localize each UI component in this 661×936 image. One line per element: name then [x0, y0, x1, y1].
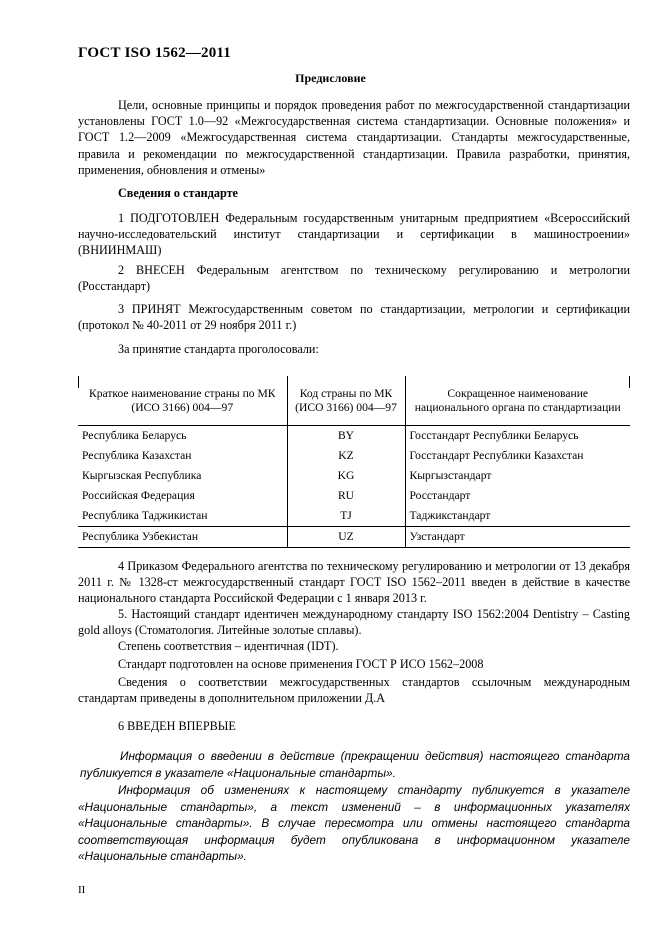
- body-cell: Кыргызстандарт: [409, 469, 492, 482]
- table-row: [78, 426, 630, 447]
- table-row: [78, 466, 630, 486]
- body-cell: Госстандарт Республики Беларусь: [409, 429, 579, 442]
- item-1: 1 ПОДГОТОВЛЕН Федеральным государственным унитарным предприятием «Всероссийский научно-исследовательский институт стандартизации и сертификации в машиностроении» (ВНИИНМАШ): [78, 211, 630, 258]
- item-5: 5. Настоящий стандарт идентичен международному стандарту ISO 1562:2004 Dentistry – Casting gold alloys (Стоматология. Литейные золотые сплавы).: [78, 607, 630, 638]
- prepared-line: Стандарт подготовлен на основе применения ГОСТ Р ИСО 1562–2008: [118, 657, 484, 671]
- info-heading: Сведения о стандарте: [118, 186, 238, 200]
- voting-table: [78, 376, 630, 548]
- body-cell: Госстандарт Республики Казахстан: [409, 449, 584, 462]
- notice-changes: Информация об изменениях к настоящему стандарту публикуется в указателе «Национальные стандарты», а текст изменений – в информационных указателях «Национальные стандарты». В случае пересмотра или отмены настоящего стандарта соответствующая информация будет опубликована в информационном указателе «Национальные стандарты».: [78, 783, 630, 864]
- item-6: 6 ВВЕДЕН ВПЕРВЫЕ: [118, 719, 236, 733]
- references-note: Сведения о соответствии межгосударственных стандартов ссылочным международным стандартам приведены в дополнительном приложении Д.А: [78, 675, 630, 706]
- code-cell: KG: [287, 466, 405, 486]
- degree-line: Степень соответствия – идентичная (IDT).: [118, 639, 339, 653]
- table-row: [78, 506, 630, 527]
- table-header-country: Краткое наименование страны по МК (ИСО 3166) 004—97: [78, 376, 287, 426]
- table-row: [78, 446, 630, 466]
- foreword-title: Предисловие: [295, 71, 366, 85]
- country-cell: Республика Таджикистан: [78, 506, 287, 527]
- body-cell: Таджикстандарт: [409, 509, 491, 522]
- country-cell: Российская Федерация: [78, 486, 287, 506]
- code-cell: UZ: [287, 527, 405, 548]
- body-cell: Узстандарт: [405, 527, 630, 548]
- country-cell: Кыргызская Республика: [78, 466, 287, 486]
- item-4: 4 Приказом Федерального агентства по техническому регулированию и метрологии от 13 декабря 2011 г. № 1328-ст межгосударственный стандарт ГОСТ ISO 1562–2011 введен в действие в качестве национального стандарта Российской Федерации с 1 января 2013 г.: [78, 559, 630, 606]
- body-cell: Росстандарт: [409, 489, 471, 502]
- foreword-text: Цели, основные принципы и порядок проведения работ по межгосударственной стандартизации установлены ГОСТ 1.0—92 «Межгосударственная система стандартизации. Основные положения» и ГОСТ 1.2—2009 «Межгосударственная система стандартизации. Стандарты межгосударственные, правила и рекомендации по межгосударственной стандартизации. Правила разработки, принятия, применения, обновления и отмены»: [78, 98, 630, 177]
- country-cell: Республика Беларусь: [78, 426, 287, 447]
- code-cell: TJ: [287, 506, 405, 527]
- country-cell: Республика Узбекистан: [78, 527, 287, 548]
- code-cell: RU: [287, 486, 405, 506]
- voted-line: За принятие стандарта проголосовали:: [118, 342, 319, 356]
- table-header-code: Код страны по МК (ИСО 3166) 004—97: [287, 376, 405, 426]
- country-cell: Республика Казахстан: [78, 446, 287, 466]
- code-cell: KZ: [287, 446, 405, 466]
- page-number: II: [78, 884, 86, 896]
- item-2: 2 ВНЕСЕН Федеральным агентством по техническому регулированию и метрологии (Росстандарт): [78, 263, 630, 294]
- notice-introduction: Информация о введении в действие (прекращении действия) настоящего стандарта публикуется в указателе «Национальные стандарты».: [80, 749, 630, 780]
- table-header-body: Сокращенное наименование национального органа по стандартизации: [405, 376, 630, 426]
- document-header: ГОСТ ISO 1562—2011: [78, 45, 231, 61]
- item-3: 3 ПРИНЯТ Межгосударственным советом по стандартизации, метрологии и сертификации (протокол № 40-2011 от 29 ноября 2011 г.): [78, 302, 630, 333]
- code-cell: BY: [287, 426, 405, 447]
- table-row: [78, 527, 630, 548]
- table-row: [78, 486, 630, 506]
- table-header-row: [78, 376, 630, 426]
